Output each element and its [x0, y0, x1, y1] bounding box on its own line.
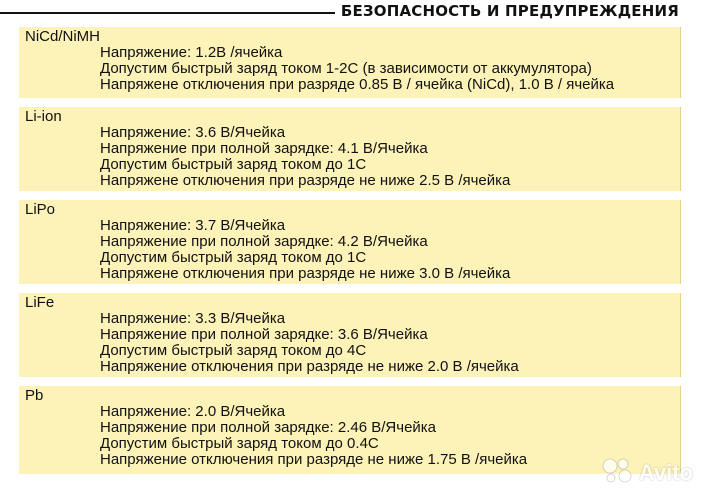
section-lines	[25, 311, 680, 375]
header-rule	[0, 12, 335, 14]
watermark-text: Avito	[638, 459, 693, 485]
spec-line: Напряжение при полной зарядке: 4.2 В/Ячейка	[100, 233, 428, 250]
spec-line: Напряжение при полной зарядке: 4.1 В/Ячейка	[100, 140, 428, 157]
avito-watermark	[601, 457, 693, 488]
section-life	[19, 293, 681, 377]
spec-line: Напряжене отключения при разряде не ниже 3.0 В /ячейка	[100, 265, 511, 282]
spec-line: Допустим быстрый заряд током 1-2С (в зависимости от аккумулятора)	[100, 60, 592, 77]
spec-line: Допустим быстрый заряд током до 4С	[100, 342, 367, 359]
section-nicd-nimh	[19, 27, 681, 98]
section-title: Pb	[25, 387, 44, 404]
spec-line: Напряжение: 3.3 В/Ячейка	[100, 310, 286, 327]
spec-line: Напряжение: 1.2В /ячейка	[100, 44, 283, 61]
spec-line: Напряжение: 3.7 В/Ячейка	[100, 217, 286, 234]
section-title: LiPo	[25, 201, 56, 218]
section-title: Li-ion	[25, 108, 62, 125]
page-title: БЕЗОПАСНОСТЬ И ПРЕДУПРЕЖДЕНИЯ	[340, 2, 679, 20]
section-pb	[19, 386, 681, 474]
spec-line: Напряжение при полной зарядке: 3.6 В/Ячейка	[100, 326, 428, 343]
section-lines	[25, 125, 680, 189]
spec-line: Напряжение: 3.6 В/Ячейка	[100, 124, 286, 141]
section-lines	[25, 404, 680, 468]
spec-line: Напряжение отключения при разряде не ниже 1.75 В /ячейка	[100, 451, 528, 468]
spec-line: Допустим быстрый заряд током до 1С	[100, 156, 367, 173]
section-li-ion	[19, 107, 681, 191]
spec-line: Напряжение при полной зарядке: 2.46 В/Ячейка	[100, 419, 437, 436]
section-lines	[25, 45, 680, 93]
spec-line: Допустим быстрый заряд током до 1С	[100, 249, 367, 266]
spec-line: Допустим быстрый заряд током до 0.4С	[100, 435, 379, 452]
spec-line: Напряжение отключения при разряде не ниже 2.0 В /ячейка	[100, 358, 519, 375]
spec-line: Напряжене отключения при разряде не ниже 2.5 В /ячейка	[100, 172, 511, 189]
spec-line: Напряжение: 2.0 В/Ячейка	[100, 403, 286, 420]
spec-line: Напряжене отключения при разряде 0.85 В / ячейка (NiCd), 1.0 В / ячейка	[100, 76, 615, 93]
avito-logo-icon	[601, 457, 635, 488]
battery-sections	[19, 27, 681, 474]
section-title: LiFe	[25, 294, 55, 311]
section-lines	[25, 218, 680, 282]
section-title: NiCd/NiMH	[25, 28, 100, 45]
section-lipo	[19, 200, 681, 284]
